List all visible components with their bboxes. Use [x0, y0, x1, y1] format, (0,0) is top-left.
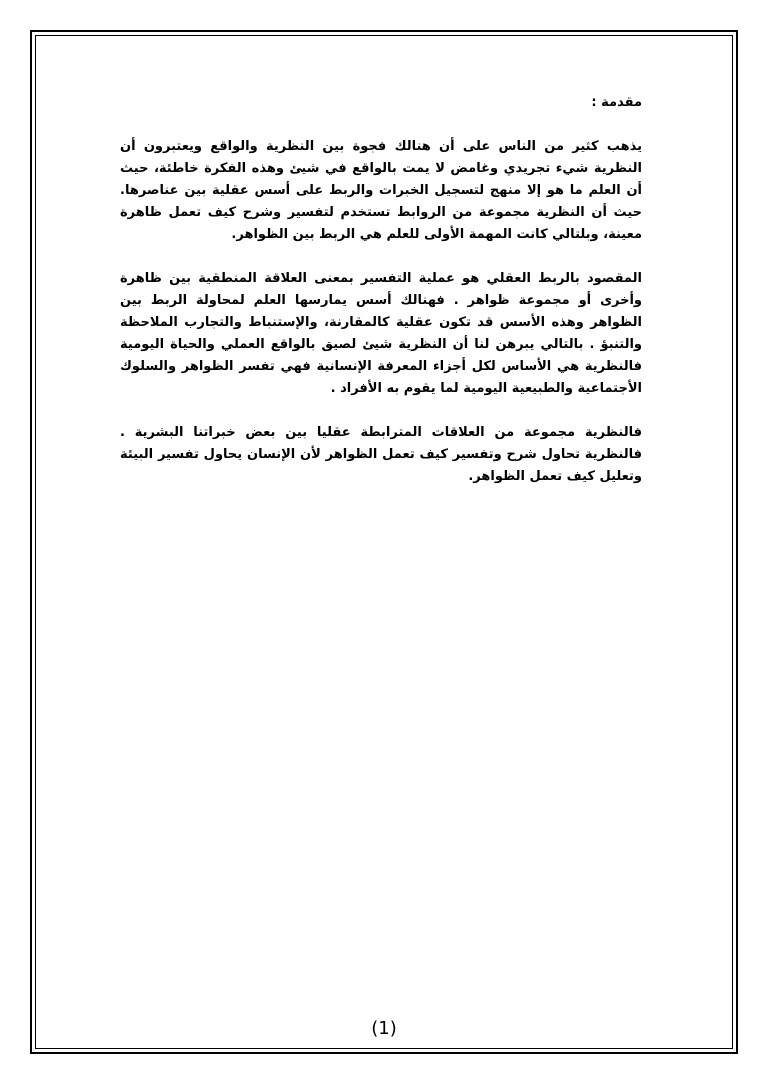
document-body [120, 92, 642, 510]
paragraph-2: المقصود بالربط العقلي هو عملية التفسير بمعنى العلاقة المنطقية بين ظاهرة وأخرى أو مجموعة ظواهر . فهنالك أسس يمارسها العلم لمحاولة الربط بين الظواهر وهذه الأسس قد تكون عقلية كالمقارنة، والإستنباط والتجارب الملاحظة والتنبؤ . بالتالي يبرهن لنا أن النظرية شيئ لصيق بالواقع العملي والحياة اليومية فالنظرية هي الأساس لكل أجزاء المعرفة الإنسانية فهي تفسر الظواهر والسلوك الأجتماعية والطبيعية اليومية لما يقوم به الأفراد . [120, 271, 642, 396]
section-title: مقدمة : [591, 95, 642, 110]
page-number: (1) [371, 1018, 397, 1039]
paragraph-3: فالنظرية مجموعة من العلاقات المترابطة عقليا بين بعض خبراتنا البشرية . فالنظرية تحاول شرح وتفسير كيف تعمل الظواهر لأن الإنسان يحاول تفسير البيئة وتعليل كيف تعمل الظواهر. [120, 425, 642, 484]
paragraph-1: يذهب كثير من الناس على أن هنالك فجوة بين النظرية والواقع ويعتبرون أن النظرية شيء تجريدي وغامض لا يمت بالواقع في شيئ وهذه الفكرة خاطئة، حيث أن العلم ما هو إلا منهج لتسجيل الخبرات والربط على أسس عقلية بين عناصرها. حيث أن النظرية مجموعة من الروابط تستخدم لتفسير وشرح كيف تعمل ظاهرة معينة، وبلتالي كانت المهمة الأولى للعلم هي الربط بين الظواهر. [120, 139, 642, 242]
